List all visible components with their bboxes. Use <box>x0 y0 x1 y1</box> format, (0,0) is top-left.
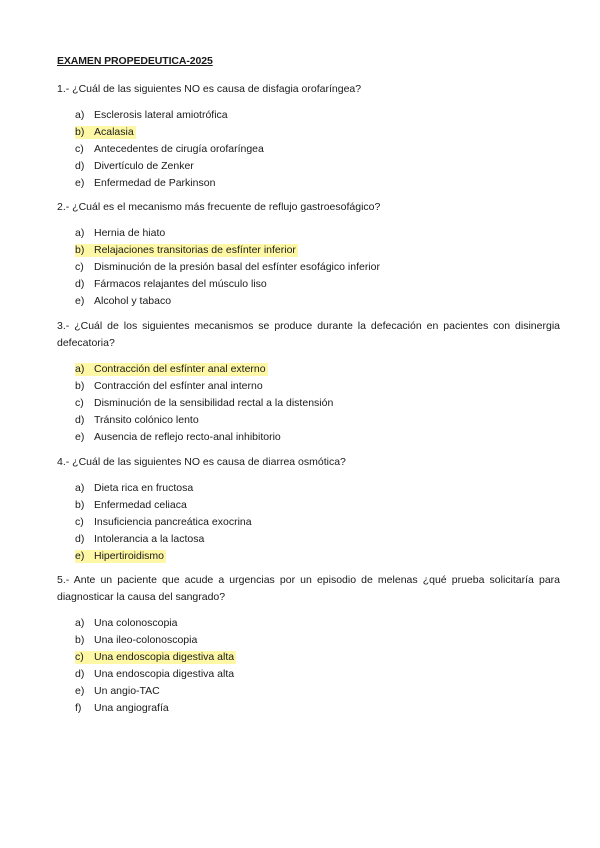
option-text: Una angiografía <box>94 702 169 714</box>
question-2-option <box>75 261 380 274</box>
option-text-highlighted: Contracción del esfínter anal externo <box>94 363 266 375</box>
option-text: Ausencia de reflejo recto-anal inhibitorio <box>94 431 281 443</box>
question-4-text: 4.- ¿Cuál de las siguientes NO es causa de diarrea osmótica? <box>57 456 346 468</box>
question-3-option <box>75 414 199 427</box>
option-letter: c) <box>75 651 84 663</box>
option-letter: d) <box>75 533 85 545</box>
option-text: Disminución de la presión basal del esfínter esofágico inferior <box>94 261 380 273</box>
question-5-option <box>75 651 236 664</box>
question-4-option <box>75 533 204 546</box>
option-text-highlighted: Una endoscopia digestiva alta <box>94 651 235 663</box>
question-1-option <box>75 143 264 156</box>
option-letter: d) <box>75 414 85 426</box>
option-text: Intolerancia a la lactosa <box>94 533 205 545</box>
question-5-option <box>75 702 169 715</box>
question-4-option <box>75 516 252 529</box>
option-text: Una colonoscopia <box>94 617 178 629</box>
question-5-option <box>75 668 234 681</box>
option-text: Alcohol y tabaco <box>94 295 172 307</box>
option-text: Hernia de hiato <box>94 227 166 239</box>
option-text: Enfermedad celiaca <box>94 499 187 511</box>
question-2-option <box>75 227 165 240</box>
question-1-option <box>75 160 194 173</box>
question-2-option <box>75 244 298 257</box>
option-letter: b) <box>75 499 85 511</box>
question-1-option <box>75 177 215 190</box>
option-letter: b) <box>75 126 85 138</box>
question-5-option <box>75 685 160 698</box>
option-letter: d) <box>75 278 85 290</box>
question-2-option <box>75 278 267 291</box>
question-2-text: 2.- ¿Cuál es el mecanismo más frecuente de reflujo gastroesofágico? <box>57 201 381 213</box>
option-letter: a) <box>75 363 85 375</box>
option-text: Insuficiencia pancreática exocrina <box>94 516 252 528</box>
question-3-option <box>75 431 281 444</box>
question-1-option <box>75 126 136 139</box>
option-letter: c) <box>75 397 84 409</box>
option-text: Fármacos relajantes del músculo liso <box>94 278 267 290</box>
question-5-option <box>75 634 197 647</box>
question-5-option <box>75 617 177 630</box>
option-letter: e) <box>75 431 85 443</box>
question-3-option <box>75 363 268 376</box>
option-letter: e) <box>75 550 85 562</box>
option-text: Tránsito colónico lento <box>94 414 199 426</box>
option-letter: b) <box>75 634 85 646</box>
option-text: Antecedentes de cirugía orofaríngea <box>94 143 264 155</box>
option-letter: d) <box>75 160 85 172</box>
option-text: Disminución de la sensibilidad rectal a la distensión <box>94 397 334 409</box>
question-5-text: 5.- Ante un paciente que acude a urgencias por un episodio de melenas ¿qué prueba solicitaría para diagnosticar la causa del sangrado? <box>57 574 560 603</box>
option-letter: e) <box>75 177 85 189</box>
question-3-option <box>75 380 263 393</box>
question-3-option <box>75 397 333 410</box>
option-text: Dieta rica en fructosa <box>94 482 194 494</box>
question-4-option <box>75 482 193 495</box>
option-letter: a) <box>75 617 85 629</box>
option-text-highlighted: Hipertiroidismo <box>94 550 165 562</box>
option-letter: a) <box>75 227 85 239</box>
option-text-highlighted: Acalasia <box>94 126 134 138</box>
option-letter: f) <box>75 702 82 714</box>
option-text: Una endoscopia digestiva alta <box>94 668 235 680</box>
option-text: Un angio-TAC <box>94 685 160 697</box>
question-1-option <box>75 109 228 122</box>
question-4-option <box>75 550 166 563</box>
exam-title: EXAMEN PROPEDEUTICA-2025 <box>57 55 213 67</box>
option-letter: c) <box>75 261 84 273</box>
option-letter: c) <box>75 143 84 155</box>
question-1-text: 1.- ¿Cuál de las siguientes NO es causa de disfagia orofaríngea? <box>57 83 362 95</box>
option-letter: b) <box>75 244 85 256</box>
option-text: Una ileo-colonoscopia <box>94 634 198 646</box>
option-letter: a) <box>75 482 85 494</box>
option-text: Esclerosis lateral amiotrófica <box>94 109 228 121</box>
question-4-option <box>75 499 187 512</box>
option-letter: d) <box>75 668 85 680</box>
option-text-highlighted: Relajaciones transitorias de esfínter inferior <box>94 244 296 256</box>
option-text: Divertículo de Zenker <box>94 160 194 172</box>
option-text: Contracción del esfínter anal interno <box>94 380 263 392</box>
option-letter: e) <box>75 685 85 697</box>
option-letter: a) <box>75 109 85 121</box>
option-letter: b) <box>75 380 85 392</box>
option-text: Enfermedad de Parkinson <box>94 177 216 189</box>
question-2-option <box>75 295 171 308</box>
option-letter: e) <box>75 295 85 307</box>
option-letter: c) <box>75 516 84 528</box>
question-3-text: 3.- ¿Cuál de los siguientes mecanismos se produce durante la defecación en pacientes con disinergia defecatoria? <box>57 320 560 349</box>
